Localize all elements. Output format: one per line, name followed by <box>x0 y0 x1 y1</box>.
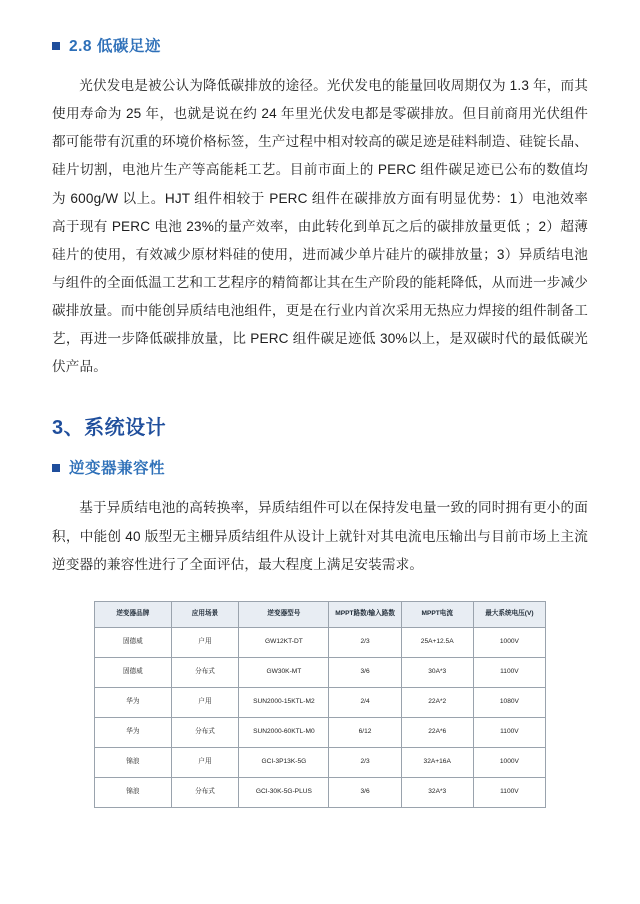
cell-max-voltage: 1000V <box>473 747 545 777</box>
cell-model: SUN2000-15KTL-M2 <box>239 687 329 717</box>
cell-model: GCI-30K-5G-PLUS <box>239 777 329 807</box>
table-row <box>95 717 546 747</box>
cell-max-voltage: 1100V <box>473 717 545 747</box>
cell-model: GW30K-MT <box>239 657 329 687</box>
table-header-row <box>95 601 546 627</box>
cell-mppt-count: 2/3 <box>329 747 401 777</box>
cell-max-voltage: 1100V <box>473 657 545 687</box>
cell-mppt-count: 2/4 <box>329 687 401 717</box>
table-row <box>95 657 546 687</box>
table-column-header-max-voltage: 最大系统电压(V) <box>473 601 545 627</box>
cell-model: GW12KT-DT <box>239 627 329 657</box>
cell-mppt-current: 32A*3 <box>401 777 473 807</box>
table-row <box>95 687 546 717</box>
section-2-8-paragraph: 光伏发电是被公认为降低碳排放的途径。光伏发电的能量回收周期仅为 1.3 年，而其使用寿命为 25 年，也就是说在约 24 年里光伏发电都是零碳排放。但目前商用光伏组件都可能带有沉重的环境价格标签，生产过程中相对较高的碳足迹是硅料制造、硅锭长晶、硅片切割，电池片生产等高能耗工艺。目前市面上的 PERC 组件碳足迹已公布的数值均为 600g/W 以上。HJT 组件相较于 PERC 组件在碳排放方面有明显优势：1）电池效率高于现有 PERC 电池 23%的量产效率，由此转化到单瓦之后的碳排放量更低 ；2）超薄硅片的使用，有效减少原材料硅的使用，进而减少单片硅片的碳排放量；3）异质结电池与组件的全面低温工艺和工艺程序的精简都让其在生产阶段的能耗降低，从而进一步减少碳排放量。而中能创异质结电池组件，更是在行业内首次采用无热应力焊接的组件制备工艺，再进一步降低碳排放量，比 PERC 组件碳足迹低 30%以上，是双碳时代的最低碳光伏产品。 <box>52 78 589 375</box>
section-3-heading: 3、系统设计 <box>52 417 167 440</box>
cell-mppt-current: 22A*6 <box>401 717 473 747</box>
square-bullet-icon <box>52 42 60 50</box>
table-column-header-mppt-count: MPPT路数/输入路数 <box>329 601 401 627</box>
cell-scenario: 户用 <box>171 687 239 717</box>
section-3-sub-heading-text: 逆变器兼容性 <box>69 460 166 478</box>
cell-mppt-current: 32A+16A <box>401 747 473 777</box>
inverter-compatibility-table <box>94 601 546 808</box>
section-3-paragraph: 基于异质结电池的高转换率，异质结组件可以在保持发电量一致的同时拥有更小的面积，中能创 40 版型无主栅异质结组件从设计上就针对其电流电压输出与目前市场上主流逆变器的兼容性进行了全面评估，最大程度上满足安装需求。 <box>52 500 588 572</box>
table-column-header-model: 逆变器型号 <box>239 601 329 627</box>
section-3-sub-heading <box>52 456 588 478</box>
cell-brand: 固德威 <box>95 657 172 687</box>
table-column-header-scenario: 应用场景 <box>171 601 239 627</box>
cell-brand: 锦浪 <box>95 747 172 777</box>
cell-brand: 锦浪 <box>95 777 172 807</box>
table-row <box>95 777 546 807</box>
cell-model: GCI-3P13K-5G <box>239 747 329 777</box>
cell-brand: 华为 <box>95 717 172 747</box>
cell-brand: 固德威 <box>95 627 172 657</box>
cell-mppt-current: 25A+12.5A <box>401 627 473 657</box>
cell-mppt-count: 3/6 <box>329 777 401 807</box>
cell-mppt-count: 3/6 <box>329 657 401 687</box>
cell-scenario: 分布式 <box>171 717 239 747</box>
cell-brand: 华为 <box>95 687 172 717</box>
cell-model: SUN2000-60KTL-M0 <box>239 717 329 747</box>
section-2-8-heading <box>52 34 588 56</box>
table-header <box>95 601 546 627</box>
cell-mppt-count: 6/12 <box>329 717 401 747</box>
table-column-header-brand: 逆变器品牌 <box>95 601 172 627</box>
cell-max-voltage: 1000V <box>473 627 545 657</box>
cell-scenario: 分布式 <box>171 657 239 687</box>
cell-scenario: 分布式 <box>171 777 239 807</box>
cell-mppt-current: 30A*3 <box>401 657 473 687</box>
cell-max-voltage: 1100V <box>473 777 545 807</box>
inverter-compatibility-table-wrapper <box>52 601 588 808</box>
table-row <box>95 747 546 777</box>
table-body <box>95 627 546 807</box>
cell-mppt-current: 22A*2 <box>401 687 473 717</box>
cell-scenario: 户用 <box>171 627 239 657</box>
table-row <box>95 627 546 657</box>
section-2-8-heading-text: 2.8 低碳足迹 <box>69 38 161 55</box>
cell-scenario: 户用 <box>171 747 239 777</box>
cell-max-voltage: 1080V <box>473 687 545 717</box>
square-bullet-icon <box>52 464 60 472</box>
cell-mppt-count: 2/3 <box>329 627 401 657</box>
table-column-header-mppt-current: MPPT电流 <box>401 601 473 627</box>
